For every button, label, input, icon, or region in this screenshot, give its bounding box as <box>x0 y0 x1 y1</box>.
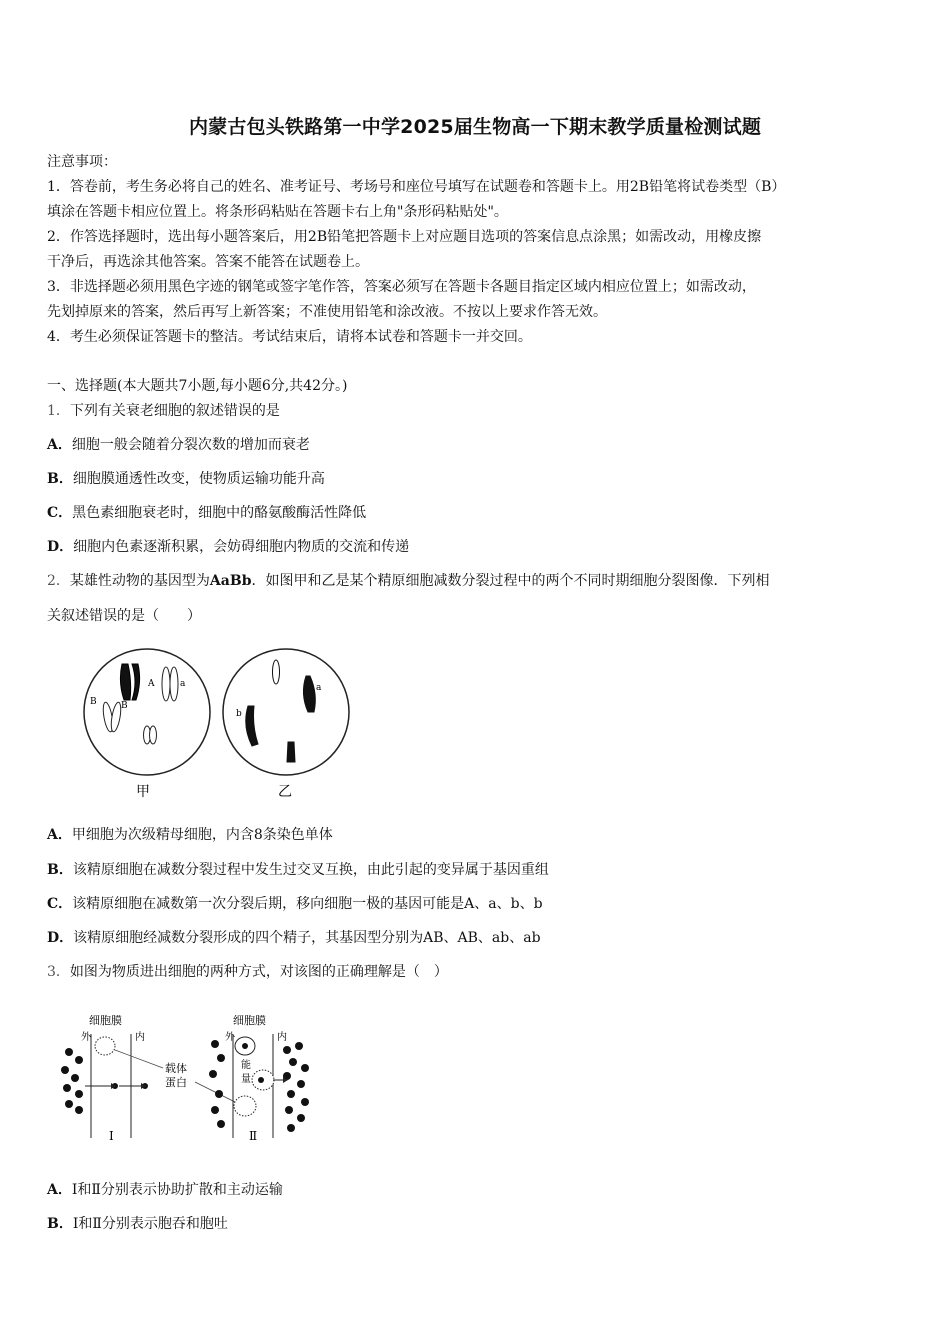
option-letter: B． <box>47 862 73 878</box>
option-letter: A． <box>47 827 72 843</box>
gene-label: a <box>316 683 322 693</box>
option-text: 黑色素细胞衰老时，细胞中的酪氨酸酶活性降低 <box>72 505 367 521</box>
chromosome-dark <box>120 664 139 700</box>
page-title: 内蒙古包头铁路第一中学2025届生物高一下期末教学质量检测试题 <box>188 116 762 138</box>
option-letter: A． <box>47 1182 72 1198</box>
q2-option-a <box>47 826 333 844</box>
meiosis-figure <box>80 638 370 808</box>
q2-option-d <box>47 929 541 947</box>
energy-label: 量 <box>241 1074 251 1085</box>
option-text: 细胞一般会随着分裂次数的增加而衰老 <box>71 437 310 453</box>
notice-heading: 注意事项： <box>47 154 117 170</box>
option-text: 该精原细胞经减数分裂形成的四个精子，其基因型分别为AB、AB、ab、ab <box>73 930 541 946</box>
gene-label: A <box>148 679 155 689</box>
option-text: 细胞内色素逐渐积累，会妨碍细胞内物质的交流和传递 <box>73 539 410 555</box>
q3-option-a <box>47 1181 283 1199</box>
figure-label-jia: 甲 <box>136 784 150 800</box>
cell-yi-outline <box>223 649 349 775</box>
option-letter: D． <box>47 539 74 555</box>
option-text: Ⅰ和Ⅱ分别表示胞吞和胞吐 <box>72 1216 228 1232</box>
transport-figure <box>55 1010 325 1150</box>
q1-option-b <box>47 470 325 488</box>
outside-label: 外 <box>225 1032 235 1043</box>
question-number: 1． <box>47 403 70 419</box>
q2-option-c <box>47 895 543 913</box>
question-2-stem <box>47 572 769 590</box>
carrier-protein <box>95 1037 115 1055</box>
question-number: 3． <box>47 964 70 980</box>
q1-option-d <box>47 538 409 556</box>
option-letter: A． <box>47 437 72 453</box>
carrier-label: 载体 <box>165 1062 187 1075</box>
carrier-protein <box>234 1096 256 1116</box>
carrier-label: 蛋白 <box>165 1076 187 1089</box>
panel-2-label: Ⅱ <box>249 1129 258 1143</box>
option-letter: D． <box>47 930 74 946</box>
option-text: 该精原细胞在减数分裂过程中发生过交叉互换，由此引起的变异属于基因重组 <box>72 862 549 878</box>
inside-label: 内 <box>277 1032 287 1043</box>
option-text: 甲细胞为次级精母细胞，内含8条染色单体 <box>71 827 333 843</box>
notice-line: 4．考生必须保证答题卡的整洁。考试结束后，请将本试卷和答题卡一并交回。 <box>47 329 532 345</box>
question-text: 某雄性动物的基因型为 <box>69 573 210 589</box>
notice-line: 填涂在答题卡相应位置上。将条形码粘贴在答题卡右上角"条形码粘贴处"。 <box>47 204 508 220</box>
gene-label: B <box>121 701 128 711</box>
notice-line: 1．答卷前，考生务必将自己的姓名、准考证号、考场号和座位号填写在试题卷和答题卡上。用2B铅笔将试卷类型（B） <box>47 179 786 195</box>
question-3-stem <box>47 963 448 981</box>
question-text: ．如图甲和乙是某个精原细胞减数分裂过程中的两个不同时期细胞分裂图像．下列相 <box>251 573 770 589</box>
chromosome-yi <box>246 660 316 762</box>
notice-line: 3．非选择题必须用黑色字迹的钢笔或签字笔作答，答案必须写在答题卡各题目指定区域内相应位置上；如需改动， <box>47 279 756 295</box>
energy-label: 能 <box>241 1060 251 1071</box>
option-letter: C． <box>47 505 73 521</box>
option-text: 该精原细胞在减数第一次分裂后期，移向细胞一极的基因可能是A、a、b、b <box>72 896 543 912</box>
inside-label: 内 <box>135 1032 145 1043</box>
q3-option-b <box>47 1215 228 1233</box>
question-1-stem <box>47 402 280 420</box>
option-letter: B． <box>47 471 73 487</box>
membrane-label: 细胞膜 <box>89 1014 122 1027</box>
panel-1-label: Ⅰ <box>109 1129 114 1143</box>
option-letter: C． <box>47 896 73 912</box>
section-heading: 一、选择题(本大题共7小题,每小题6分,共42分。) <box>47 378 348 394</box>
notice-line: 干净后，再选涂其他答案。答案不能答在试题卷上。 <box>47 254 369 270</box>
q2-option-b <box>47 861 549 879</box>
option-letter: B． <box>47 1216 73 1232</box>
q1-option-a <box>47 436 310 454</box>
notice-line: 先划掉原来的答案，然后再写上新答案；不准使用铅笔和涂改液。不按以上要求作答无效。 <box>47 304 607 320</box>
gene-label: b <box>236 709 242 719</box>
option-text: 细胞膜通透性改变，使物质运输功能升高 <box>72 471 325 487</box>
figure-label-yi: 乙 <box>278 784 292 800</box>
gene-label: B <box>90 697 97 707</box>
q1-option-c <box>47 504 366 522</box>
question-number: 2． <box>47 573 70 589</box>
question-text: 如图为物质进出细胞的两种方式，对该图的正确理解是（ ） <box>69 964 448 980</box>
question-text: 下列有关衰老细胞的叙述错误的是 <box>69 403 280 419</box>
question-2-stem-cont: 关叙述错误的是（ ） <box>47 608 201 624</box>
membrane-label: 细胞膜 <box>233 1014 266 1027</box>
gene-label: a <box>180 679 186 689</box>
genotype: AaBb <box>209 573 252 589</box>
option-text: Ⅰ和Ⅱ分别表示协助扩散和主动运输 <box>71 1182 283 1198</box>
notice-line: 2．作答选择题时，选出每小题答案后，用2B铅笔把答题卡上对应题目选项的答案信息点涂黑；如需改动，用橡皮擦 <box>47 229 762 245</box>
outside-label: 外 <box>81 1032 91 1043</box>
